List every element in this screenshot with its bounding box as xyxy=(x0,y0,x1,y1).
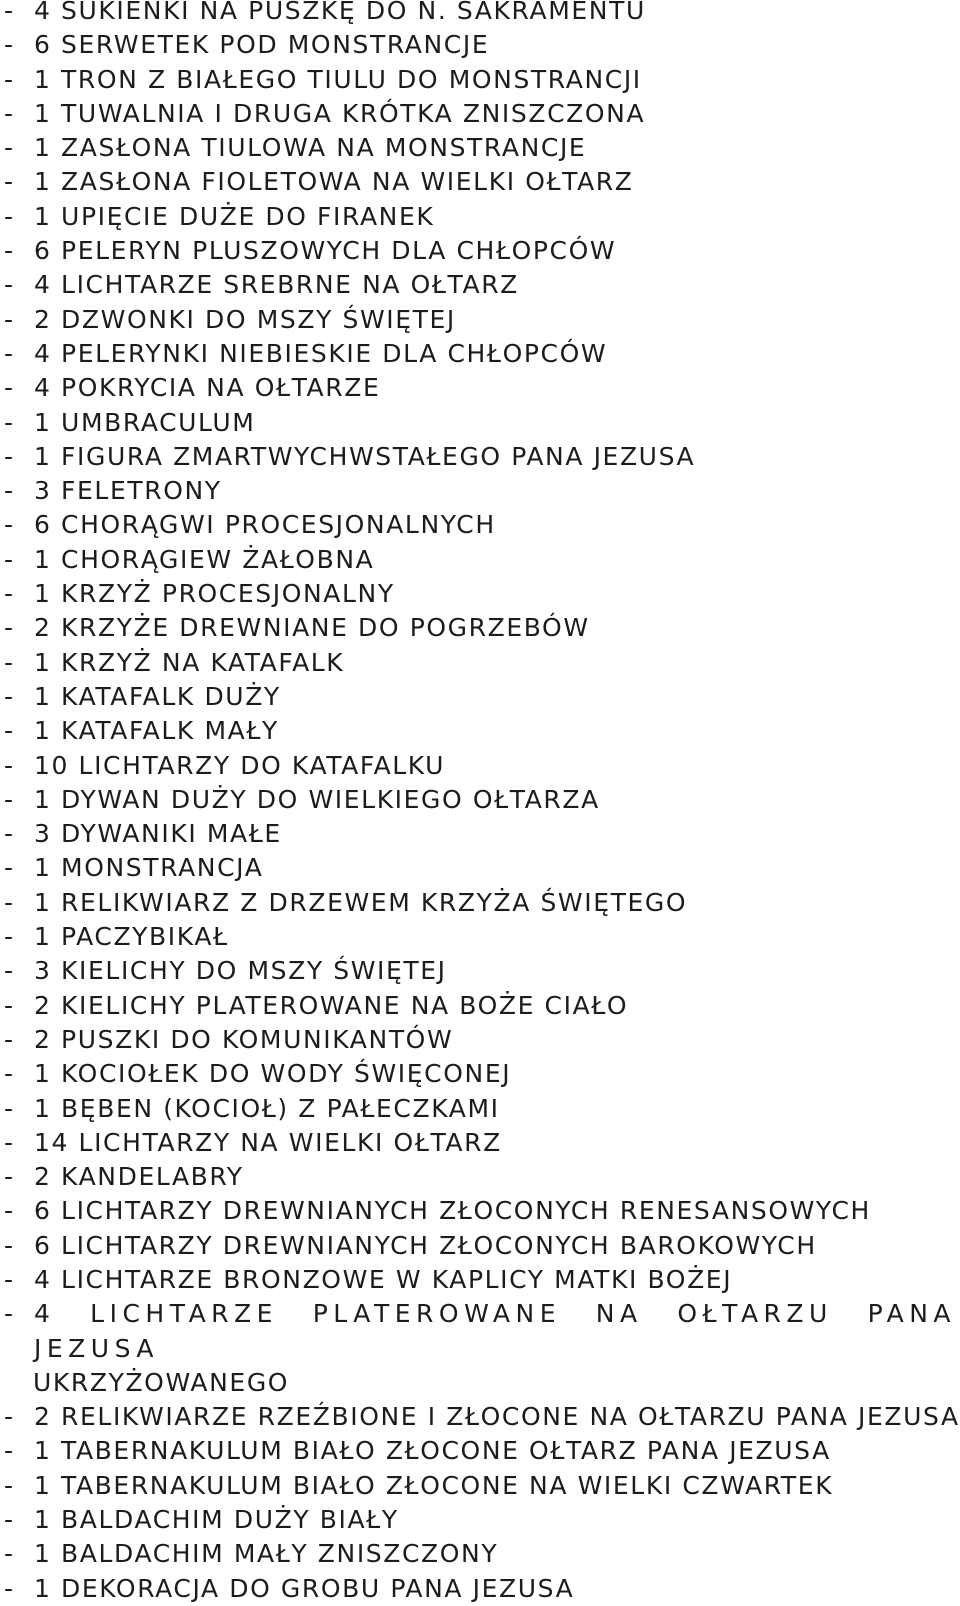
list-item xyxy=(0,886,960,920)
bullet-dash: - xyxy=(4,1402,15,1432)
bullet-dash: - xyxy=(4,270,15,300)
list-item xyxy=(0,1194,960,1228)
list-item-text: 2 KANDELABRY xyxy=(34,1162,244,1192)
bullet-dash: - xyxy=(4,1196,15,1226)
list-item-text: 1 ZASŁONA TIULOWA NA MONSTRANCJE xyxy=(34,133,587,163)
bullet-dash: - xyxy=(4,1093,15,1123)
list-item xyxy=(0,1537,960,1571)
bullet-dash: - xyxy=(4,476,15,506)
list-item xyxy=(0,1229,960,1263)
list-item-text: 1 CHORĄGIEW ŻAŁOBNA xyxy=(34,544,375,574)
bullet-dash: - xyxy=(4,236,15,266)
bullet-dash: - xyxy=(4,30,15,60)
bullet-dash: - xyxy=(4,64,15,94)
list-item xyxy=(0,28,960,62)
list-item xyxy=(0,1503,960,1537)
list-item-text: 1 KRZYŻ PROCESJONALNY xyxy=(34,579,395,609)
bullet-dash: - xyxy=(4,1264,15,1294)
list-item xyxy=(0,508,960,542)
list-item-text: 4 PELERYNKI NIEBIESKIE DLA CHŁOPCÓW xyxy=(34,338,608,368)
bullet-dash: - xyxy=(4,922,15,952)
bullet-dash: - xyxy=(4,579,15,609)
bullet-dash: - xyxy=(4,681,15,711)
list-item xyxy=(0,1434,960,1468)
list-item-text: 2 KIELICHY PLATEROWANE NA BOŻE CIAŁO xyxy=(34,990,629,1020)
bullet-dash: - xyxy=(4,441,15,471)
list-item-text: 1 RELIKWIARZ Z DRZEWEM KRZYŻA ŚWIĘTEGO xyxy=(34,887,688,917)
list-item-text: 6 PELERYN PLUSZOWYCH DLA CHŁOPCÓW xyxy=(34,236,617,266)
list-item-text: 14 LICHTARZY NA WIELKI OŁTARZ xyxy=(34,1127,502,1157)
list-item-text: 1 KATAFALK MAŁY xyxy=(34,716,279,746)
list-item-text: 4 LICHTARZE BRONZOWE W KAPLICY MATKI BOŻEJ xyxy=(34,1264,733,1294)
list-item-text: 1 PACZYBIKAŁ xyxy=(34,922,229,952)
list-item xyxy=(0,749,960,783)
bullet-dash: - xyxy=(4,0,15,25)
list-item-wrapped xyxy=(0,1297,960,1400)
bullet-dash: - xyxy=(4,1573,15,1603)
list-item xyxy=(0,1023,960,1057)
list-item xyxy=(0,440,960,474)
list-item xyxy=(0,1126,960,1160)
list-item-text-wrapped xyxy=(34,1297,960,1400)
bullet-dash: - xyxy=(4,510,15,540)
list-item-text: 6 CHORĄGWI PROCESJONALNYCH xyxy=(34,510,496,540)
list-item-text: 1 TABERNAKULUM BIAŁO ZŁOCONE OŁTARZ PANA JEZUSA xyxy=(34,1436,831,1466)
bullet-dash: - xyxy=(4,1539,15,1569)
bullet-dash: - xyxy=(4,304,15,334)
bullet-dash: - xyxy=(4,750,15,780)
list-item xyxy=(0,714,960,748)
list-item xyxy=(0,97,960,131)
list-item xyxy=(0,989,960,1023)
list-item-text: 3 KIELICHY DO MSZY ŚWIĘTEJ xyxy=(34,956,447,986)
bullet-dash: - xyxy=(4,1127,15,1157)
list-item xyxy=(0,131,960,165)
list-item xyxy=(0,303,960,337)
bullet-dash: - xyxy=(4,819,15,849)
list-item-text: 1 MONSTRANCJA xyxy=(34,853,264,883)
list-item xyxy=(0,474,960,508)
list-item-text: 1 TUWALNIA I DRUGA KRÓTKA ZNISZCZONA xyxy=(34,98,646,128)
list-item-text: 4 POKRYCIA NA OŁTARZE xyxy=(34,373,381,403)
list-item-text: 6 SERWETEK POD MONSTRANCJE xyxy=(34,30,490,60)
list-item xyxy=(0,920,960,954)
bullet-dash: - xyxy=(4,1230,15,1260)
list-item xyxy=(0,1092,960,1126)
list-item-text: 1 TABERNAKULUM BIAŁO ZŁOCONE NA WIELKI CZWARTEK xyxy=(34,1470,834,1500)
list-item xyxy=(0,1469,960,1503)
list-item-text: 3 FELETRONY xyxy=(34,476,222,506)
bullet-dash: - xyxy=(4,1299,15,1329)
bullet-dash: - xyxy=(4,98,15,128)
list-item-text: 1 KOCIOŁEK DO WODY ŚWIĘCONEJ xyxy=(34,1059,512,1089)
list-item-text: 1 DYWAN DUŻY DO WIELKIEGO OŁTARZA xyxy=(34,784,600,814)
list-item-text: 1 TRON Z BIAŁEGO TIULU DO MONSTRANCJI xyxy=(34,64,642,94)
list-item-text: 6 LICHTARZY DREWNIANYCH ZŁOCONYCH RENESANSOWYCH xyxy=(34,1196,871,1226)
list-item xyxy=(0,165,960,199)
bullet-dash: - xyxy=(4,407,15,437)
bullet-dash: - xyxy=(4,956,15,986)
list-item-text: 1 BALDACHIM MAŁY ZNISZCZONY xyxy=(34,1539,499,1569)
bullet-dash: - xyxy=(4,716,15,746)
bullet-dash: - xyxy=(4,990,15,1020)
list-item xyxy=(0,337,960,371)
bullet-dash: - xyxy=(4,201,15,231)
bullet-dash: - xyxy=(4,1059,15,1089)
list-item-text: 1 ZASŁONA FIOLETOWA NA WIELKI OŁTARZ xyxy=(34,167,634,197)
list-item xyxy=(0,200,960,234)
bullet-dash: - xyxy=(4,1024,15,1054)
bullet-dash: - xyxy=(4,338,15,368)
bullet-dash: - xyxy=(4,647,15,677)
list-item-text: 3 DYWANIKI MAŁE xyxy=(34,819,282,849)
list-item-text: 6 LICHTARZY DREWNIANYCH ZŁOCONYCH BAROKOWYCH xyxy=(34,1230,817,1260)
list-item xyxy=(0,1263,960,1297)
list-item xyxy=(0,611,960,645)
bullet-dash: - xyxy=(4,613,15,643)
bullet-dash: - xyxy=(4,167,15,197)
list-item-text: 2 RELIKWIARZE RZEŹBIONE I ZŁOCONE NA OŁTARZU PANA JEZUSA xyxy=(34,1402,960,1432)
list-item-text: 1 FIGURA ZMARTWYCHWSTAŁEGO PANA JEZUSA xyxy=(34,441,696,471)
list-item xyxy=(0,0,960,28)
bullet-dash: - xyxy=(4,853,15,883)
list-item xyxy=(0,954,960,988)
bullet-dash: - xyxy=(4,544,15,574)
list-item-text: 1 DEKORACJA DO GROBU PANA JEZUSA xyxy=(34,1573,575,1603)
list-item-text: 1 UPIĘCIE DUŻE DO FIRANEK xyxy=(34,201,435,231)
bullet-dash: - xyxy=(4,133,15,163)
list-item xyxy=(0,851,960,885)
list-item xyxy=(0,406,960,440)
list-item-text: 1 KRZYŻ NA KATAFALK xyxy=(34,647,345,677)
list-item-text-line1: 4 LICHTARZE PLATEROWANE NA OŁTARZU PANA JEZUSA xyxy=(34,1299,956,1363)
list-item xyxy=(0,1572,960,1606)
list-item-text: 10 LICHTARZY DO KATAFALKU xyxy=(34,750,446,780)
bullet-dash: - xyxy=(4,784,15,814)
bullet-dash: - xyxy=(4,1436,15,1466)
list-item-text: 1 KATAFALK DUŻY xyxy=(34,681,281,711)
list-item xyxy=(0,646,960,680)
list-item-text: 1 UMBRACULUM xyxy=(34,407,256,437)
list-item xyxy=(0,817,960,851)
bullet-dash: - xyxy=(4,887,15,917)
list-item xyxy=(0,63,960,97)
list-item-text: 2 DZWONKI DO MSZY ŚWIĘTEJ xyxy=(34,304,456,334)
bullet-dash: - xyxy=(4,373,15,403)
list-item xyxy=(0,543,960,577)
list-item xyxy=(0,1160,960,1194)
list-item-text: 2 PUSZKI DO KOMUNIKANTÓW xyxy=(34,1024,454,1054)
list-item xyxy=(0,783,960,817)
bullet-dash: - xyxy=(4,1505,15,1535)
list-item-text: 2 KRZYŻE DREWNIANE DO POGRZEBÓW xyxy=(34,613,590,643)
bullet-dash: - xyxy=(4,1162,15,1192)
list-item xyxy=(0,1400,960,1434)
list-item-text: 4 SUKIENKI NA PUSZKĘ DO N. SAKRAMENTU xyxy=(34,0,646,25)
list-item xyxy=(0,268,960,302)
list-item-text: 4 LICHTARZE SREBRNE NA OŁTARZ xyxy=(34,270,519,300)
list-item-text-line2: UKRZYŻOWANEGO xyxy=(33,1367,290,1397)
list-item xyxy=(0,577,960,611)
list-item xyxy=(0,1057,960,1091)
list-item xyxy=(0,680,960,714)
list-item-text: 1 BALDACHIM DUŻY BIAŁY xyxy=(34,1505,399,1535)
list-item xyxy=(0,234,960,268)
list-item-text: 1 BĘBEN (KOCIOŁ) Z PAŁECZKAMI xyxy=(34,1093,500,1123)
bullet-dash: - xyxy=(4,1470,15,1500)
list-item xyxy=(0,371,960,405)
